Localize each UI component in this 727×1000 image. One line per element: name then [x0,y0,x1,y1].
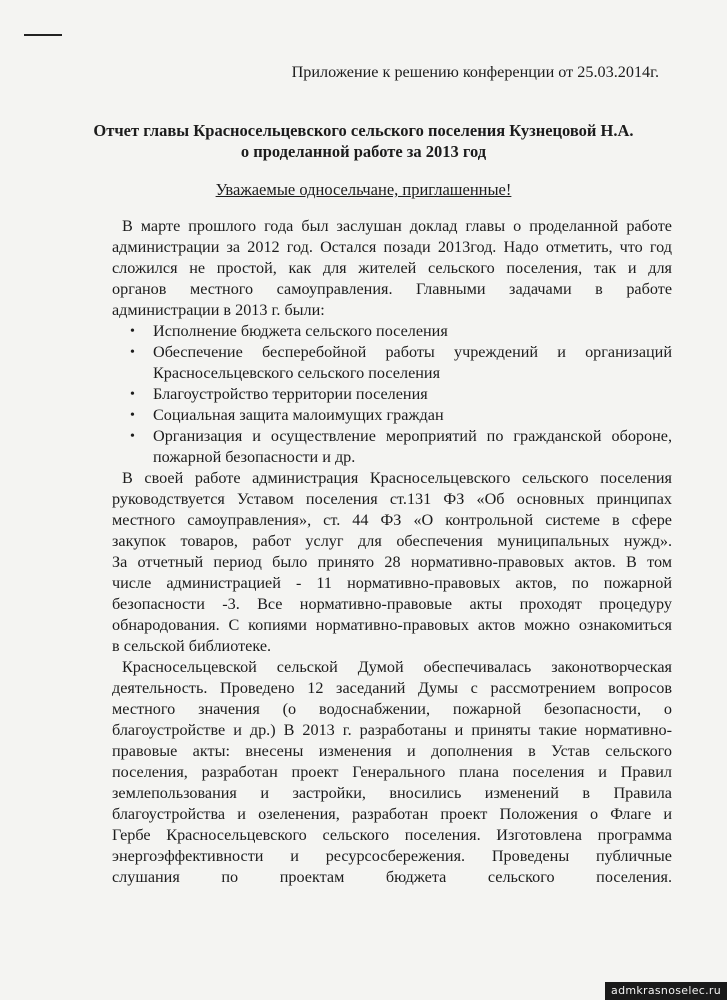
list-item [112,426,672,468]
list-item [112,384,672,405]
text-line: поселения, разработан проект Генерального плана поселения и Правил [112,763,672,781]
text-line: местного самоуправления», ст. 44 ФЗ «О контрольной системе в сфере [112,511,672,529]
text-line: сложился не простой, как для жителей сельского поселения, так и для [112,259,672,277]
text-line: • Социальная защита малоимущих граждан [153,406,444,424]
text-line: слушания по проектам бюджета сельского поселения. [112,868,672,886]
tasks-list [112,321,672,468]
text-line: • Обеспечение бесперебойной работы учреждений и организаций [153,343,672,361]
greeting [0,180,727,200]
text-line: местного значения (о водоснабжении, пожарной безопасности, о [112,700,672,718]
paragraph-2 [112,468,672,657]
text-line: В марте прошлого года был заслушан доклад главы о проделанной работе [122,217,672,235]
paragraph-1 [112,216,672,321]
greeting-text: Уважаемые односельчане, приглашенные! [215,180,512,199]
text-line: • Исполнение бюджета сельского поселения [153,322,448,340]
text-line: администрации в 2013 г. были: [112,301,325,319]
text-line: деятельность. Проведено 12 заседаний Думы с рассмотрением вопросов [112,679,672,697]
text-line: землепользования и застройки, вносились изменений в Правила [112,784,672,802]
corner-dash-mark [24,34,62,36]
report-body [112,216,672,888]
text-line: За отчетный период было принято 28 нормативно-правовых актов. В том [112,553,672,571]
list-item [112,342,672,384]
text-line: Красносельцевского сельского поселения [153,364,441,382]
text-line: руководствуется Уставом поселения ст.131 ФЗ «Об основных принципах [112,490,672,508]
text-line: энергоэффективности и ресурсосбережения. Проведены публичные [112,847,672,865]
text-line: администрации за 2012 год. Остался позади 2013год. Надо отметить, что год [112,238,672,256]
text-line: пожарной безопасности и др. [153,448,356,466]
text-line: закупок товаров, работ услуг для обеспечения муниципальных нужд». [112,532,672,550]
text-line: в сельской библиотеке. [112,637,272,655]
text-line: • Благоустройство территории поселения [153,385,428,403]
list-item [112,321,672,342]
text-line: правовые акты: внесены изменения и дополнения в Устав сельского [112,742,672,760]
list-item [112,405,672,426]
text-line: органов местного самоуправления. Главными задачами в работе [112,280,672,298]
text-line: В своей работе администрация Красносельцевского сельского поселения [122,469,672,487]
text-line: • Организация и осуществление мероприятий по гражданской обороне, [153,427,672,445]
paragraph-3 [112,657,672,888]
text-line: Красносельцевской сельской Думой обеспечивалась законотворческая [122,658,672,676]
report-title-line-1: Отчет главы Красносельцевского сельского поселения Кузнецовой Н.А. [93,121,634,140]
site-watermark: admkrasnoselec.ru [605,982,727,1000]
appendix-note: Приложение к решению конференции от 25.03.2014г. [291,63,659,81]
text-line: Гербе Красносельцевского сельского поселения. Изготовлена программа [112,826,672,844]
text-line: обнародования. С копиями нормативно-правовых актов можно ознакомиться [112,616,672,634]
text-line: числе администрацией - 11 нормативно-правовых актов, по пожарной [112,574,672,592]
text-line: благоустройства и озеленения, разработан проект Положения о Флаге и [112,805,672,823]
text-line: благоустройстве и др.) В 2013 г. разработаны и приняты такие нормативно- [112,721,672,739]
report-title-line-2: о проделанной работе за 2013 год [240,142,487,161]
text-line: безопасности -3. Все нормативно-правовые акты проходят процедуру [112,595,672,613]
